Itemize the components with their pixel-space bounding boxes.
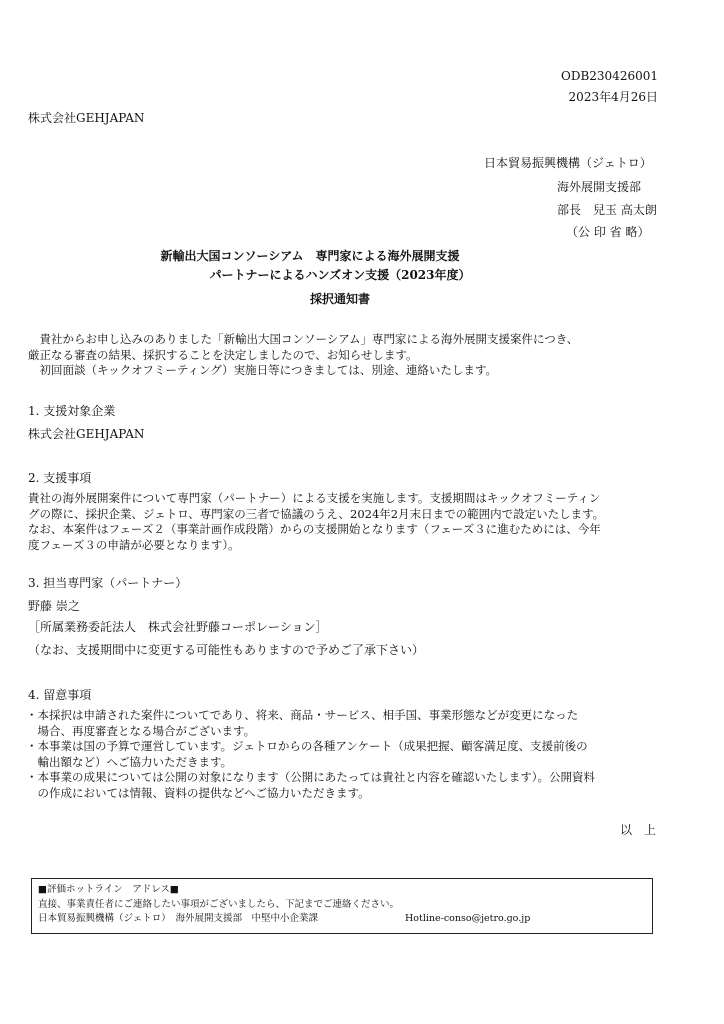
intro-line-1: 貴社からお申し込みのありました「新輸出大国コンソーシアム」専門家による海外展開支援案件につき、 <box>28 332 579 346</box>
intro-paragraph <box>28 332 578 379</box>
support-line-2: グの際に、採択企業、ジェトロ、専門家の三者で協議のうえ、2024年2月末日までの範囲内で設定いたします。 <box>28 506 605 521</box>
closing-mark: 以 上 <box>620 823 657 837</box>
note-item-2-line-2: 輸出額など）へご協力いただきます。 <box>26 754 233 769</box>
support-line-1: 貴社の海外展開案件について専門家（パートナー）による支援を実施します。支援期間はキックオフミーティン <box>28 491 601 505</box>
title-line-2: パートナーによるハンズオン支援（2023年度） <box>209 268 471 282</box>
support-line-4: 度フェーズ３の申請が必要となります）。 <box>28 537 240 552</box>
intro-line-2: 厳正なる審査の結果、採択することを決定しましたので、お知らせします。 <box>28 347 418 362</box>
section-4-heading: 4. 留意事項 <box>28 688 92 702</box>
sender-department: 海外展開支援部 <box>557 180 642 194</box>
notes-list <box>26 708 595 801</box>
support-details-paragraph <box>28 491 604 553</box>
issue-date: 2023年4月26日 <box>568 90 658 104</box>
expert-change-note: （なお、支援期間中に変更する可能性もありますので予めご了承下さい） <box>28 643 425 657</box>
doc-number: ODB230426001 <box>561 69 658 83</box>
hotline-contact: 日本貿易振興機構（ジェトロ） 海外展開支援部 中堅中小企業課 <box>38 913 319 924</box>
target-company: 株式会社GEHJAPAN <box>28 427 145 441</box>
section-1-heading: 1. 支援対象企業 <box>28 404 116 418</box>
hotline-title: ■評価ホットライン アドレス■ <box>38 884 179 895</box>
hotline-instruction: 直接、事業責任者にご連絡したい事項がございましたら、下記までご連絡ください。 <box>38 898 400 910</box>
hotline-email: Hotline-conso@jetro.go.jp <box>405 913 531 924</box>
intro-line-3: 初回面談（キックオフミーティング）実施日等につきましては、別途、連絡いたします。 <box>28 363 497 377</box>
note-item-2-line-1: ・本事業は国の予算で運営しています。ジェトロからの各種アンケート（成果把握、顧客満足度、支援前後の <box>26 739 588 753</box>
recipient-company: 株式会社GEHJAPAN <box>28 111 145 125</box>
sender-organization: 日本貿易振興機構（ジェトロ） <box>484 156 652 170</box>
section-2-heading: 2. 支援事項 <box>28 471 92 485</box>
document-title: 採択通知書 <box>309 292 370 306</box>
note-item-1-line-1: ・本採択は申請された案件についてであり、将来、商品・サービス、相手国、事業形態などが変更になった <box>26 708 579 722</box>
hotline-box <box>31 878 653 934</box>
expert-name: 野藤 崇之 <box>28 599 80 613</box>
note-item-1-line-2: 場合、再度審査となる場合がございます。 <box>26 723 256 738</box>
expert-affiliation: ［所属業務委託法人 株式会社野藤コーポレーション］ <box>28 620 328 634</box>
seal-omitted-note: （公 印 省 略） <box>566 225 650 239</box>
support-line-3: なお、本案件はフェーズ２（事業計画作成段階）からの支援開始となります（フェーズ３に進むためには、今年 <box>28 522 601 536</box>
title-line-1: 新輸出大国コンソーシアム 専門家による海外展開支援 <box>160 249 460 263</box>
sender-title: 部長 兒玉 高太朗 <box>557 203 657 217</box>
note-item-3-line-2: の作成においては情報、資料の提供などへご協力いただきます。 <box>26 785 370 800</box>
note-item-3-line-1: ・本事業の成果については公開の対象になります（公開にあたっては貴社と内容を確認いたします）。公開資料 <box>26 770 596 784</box>
section-3-heading: 3. 担当専門家（パートナー） <box>28 576 188 590</box>
